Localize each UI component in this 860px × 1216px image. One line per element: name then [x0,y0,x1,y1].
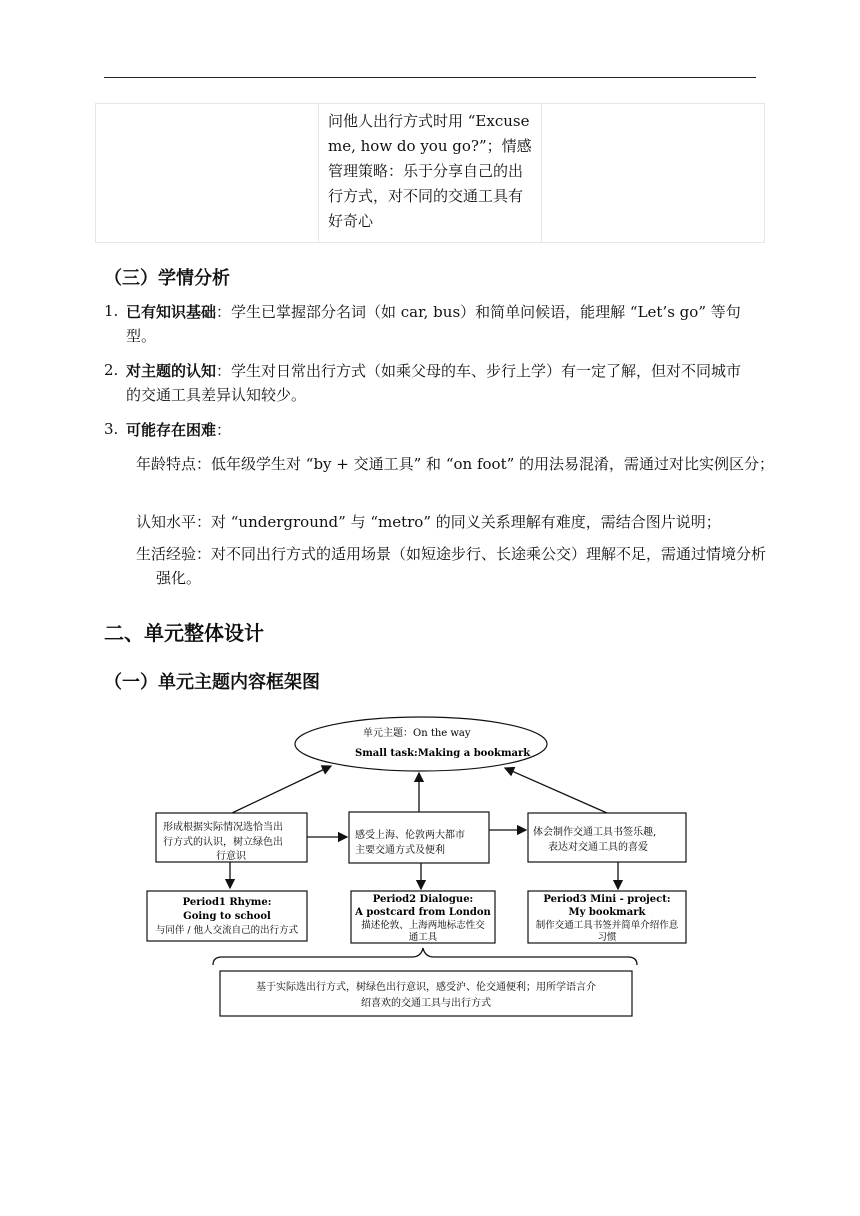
list-number: 2. [104,361,119,379]
goal-mid-line: 主要交通方式及便利 [355,845,445,856]
goal-left-line: 行方式的认识，树立绿色出 [163,837,283,848]
summary-box [220,971,632,1016]
list-item-label: 对主题的认知 [126,362,217,380]
summary-line: 基于实际选出行方式，树绿色出行意识，感受沪、伦交通便利；用所学语言介 [256,982,596,993]
list-item-label: 可能存在困难 [126,421,217,439]
period3-title: Period3 Mini - project: [543,894,671,905]
period3-subtitle: My bookmark [568,907,646,918]
part-heading-unit-design: 二、单元整体设计 [104,621,264,645]
period1-desc: 与同伴 / 他人交流自己的出行方式 [155,925,299,936]
difficulty-item: 认知水平：对 “underground” 与 “metro” 的同义关系理解有难度，需结合图片说明； [136,513,721,531]
table-cell-text: 问他人出行方式时用 “Excuse me, how do you go?”；情感管理策略：乐于分享自己的出行方式，对不同的交通工具有好奇心 [328,112,532,230]
theme-ellipse [295,717,547,771]
period2-desc: 通工具 [408,932,438,943]
list-number: 3. [104,420,119,438]
section-heading-framework: （一）单元主题内容框架图 [104,672,320,693]
goal-left-line: 行意识 [216,851,246,862]
period2-title: Period2 Dialogue: [372,894,474,905]
list-number: 1. [104,302,119,320]
period1-title: Period1 Rhyme: [182,897,272,908]
goal-mid-line: 感受上海、伦敦两大都市 [355,830,465,841]
period2-desc: 描述伦敦、上海两地标志性交 [361,920,485,931]
difficulty-item: 年龄特点：低年级学生对 “by + 交通工具” 和 “on foot” 的用法易混淆，需通过对比实例区分； [136,455,775,473]
section-heading-learner-analysis: （三）学情分析 [104,268,230,289]
goal-left-line: 形成根据实际情况选恰当出 [163,822,283,833]
list-item-text: ：学生已掌握部分名词（如 car, bus）和简单问候语，能理解 “Let’s go” 等句型。 [126,303,741,345]
period3-desc: 制作交通工具书签并简单介绍作息 [535,920,679,931]
small-task-label: Small task:Making a bookmark [355,748,531,759]
summary-brace [213,948,637,965]
difficulty-item: 生活经验：对不同出行方式的适用场景（如短途步行、长途乘公交）理解不足，需通过情境分析强化。 [136,545,767,587]
summary-line: 绍喜欢的交通工具与出行方式 [361,998,491,1009]
goal-right-line: 体会制作交通工具书签乐趣, [533,827,657,838]
arrow-left-to-theme [232,766,331,813]
theme-label: 单元主题：On the way [363,728,471,739]
period3-desc: 习惯 [597,932,617,943]
list-item-text: ：学生对日常出行方式（如乘父母的车、步行上学）有一定了解，但对不同城市的交通工具差异认知较少。 [126,362,742,404]
period2-subtitle: A postcard from London [355,907,491,918]
period1-subtitle: Going to school [183,911,271,922]
list-item-label: 已有知识基础 [126,303,217,321]
list-item-text: ： [216,421,232,439]
goal-right-line: 表达对交通工具的喜爱 [548,842,648,853]
arrow-right-to-theme [505,768,607,813]
